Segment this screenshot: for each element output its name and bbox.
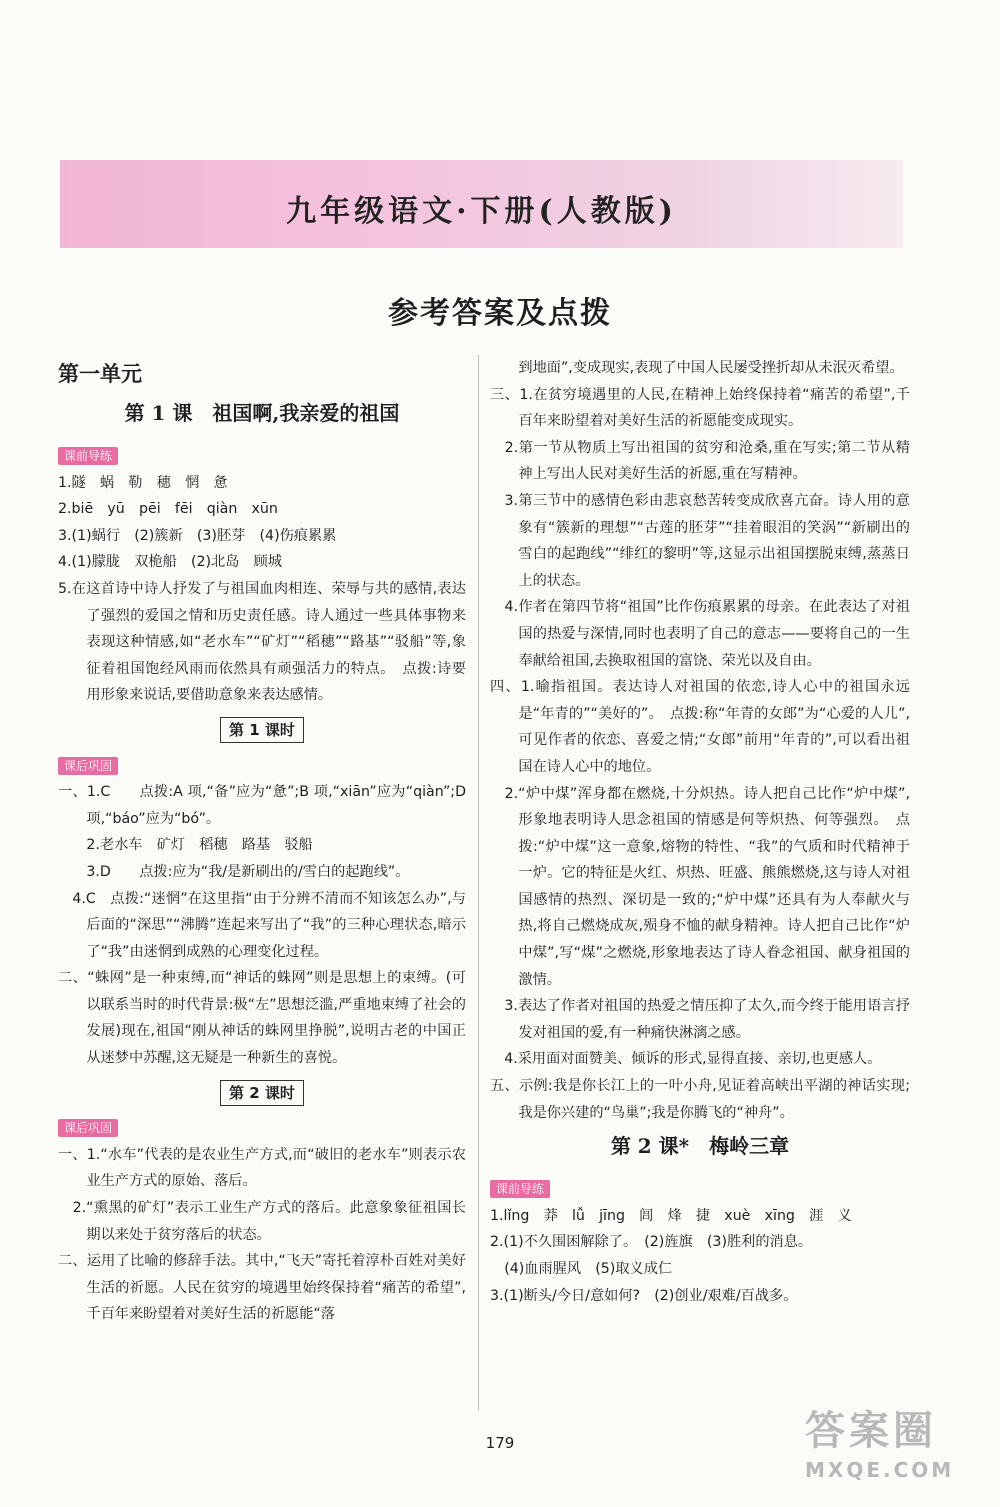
- answer-paragraph: 4.(1)朦胧 双桅船 (2)北岛 顾城: [58, 554, 282, 571]
- lesson-title: 第 2 课* 梅岭三章: [610, 1134, 790, 1159]
- answer-paragraph: 四、1.喻指祖国。表达诗人对祖国的依恋,诗人心中的祖国永远是“年青的”“美好的”。 点拨:称“年青的女郎”为“心爱的人儿”,可见作者的依恋、喜爱之情;“女郎”前用“年青的”,可以看出祖国在诗人心中的地位。: [490, 679, 910, 775]
- watermark-logo: [805, 1405, 990, 1500]
- answer-paragraph: (4)血雨腥风 (5)取义成仁: [504, 1261, 673, 1277]
- answer-paragraph: 3.表达了作者对祖国的热爱之情压抑了太久,而今终于能用语言抒发对祖国的爱,有一种痛快淋漓之感。: [490, 998, 910, 1041]
- left-column-body: [58, 395, 466, 1328]
- answer-paragraph: 三、1.在贫穷境遇里的人民,在精神上始终保持着“痛苦的希望”,千百年来盼望着对美好生活的祈愿能变成现实。: [490, 386, 910, 430]
- answer-paragraph: 到地面”,变成现实,表现了中国人民屡受挫折却从未泯灭希望。: [518, 360, 904, 376]
- answer-paragraph: 2.biē yū pēi fēi qiàn xūn: [58, 501, 278, 518]
- section-tag-row: [58, 441, 466, 470]
- answer-paragraph: 一、1.C 点拨:A 项,“备”应为“惫”;B 项,“xiān”应为“qiàn”;D 项,“báo”应为“bó”。: [58, 784, 466, 827]
- section-tag: 课后巩固: [58, 1119, 118, 1137]
- section-tag-row: [490, 1174, 910, 1203]
- answer-paragraph: 2.“炉中煤”浑身都在燃烧,十分炽热。诗人把自己比作“炉中煤”,形象地表明诗人思念祖国的情感是何等炽热、何等强烈。 点拨:“炉中煤”这一意象,熔物的特性、“我”的气质和时代精神于一炉。它的特征是火红、炽热、旺盛、熊熊燃烧,这与诗人对祖国感情的热烈、深切是一致的;“炉中煤”还具有为人奉献火与热,将自己燃烧成灰,殒身不恤的献身精神。诗人把自己比作“炉中煤”,写“煤”之燃烧,形象地表达了诗人眷念祖国、献身祖国的激情。: [490, 785, 910, 988]
- answer-paragraph: 3.(1)断头/今日/意如何? (2)创业/艰难/百战多。: [490, 1287, 798, 1304]
- answer-paragraph: 3.(1)蜗行 (2)簇新 (3)胚芽 (4)伤痕累累: [58, 527, 337, 544]
- header-banner: [60, 160, 903, 248]
- answer-paragraph: 5.在这首诗中诗人抒发了与祖国血肉相连、荣辱与共的感情,表达了强烈的爱国之情和历史责任感。诗人通过一些具体事物来表现这种情感,如“老水车”“矿灯”“稻穗”“路基”“驳船”等,象征着祖国饱经风雨而依然具有顽强活力的特点。 点拨:诗要用形象来说话,要借助意象来表达感情。: [58, 580, 466, 704]
- section-tag-row: [58, 1113, 466, 1142]
- answer-paragraph: 一、1.“水车”代表的是农业生产方式,而“破旧的老水车”则表示农业生产方式的原始、落后。: [58, 1146, 466, 1190]
- section-tag: 课后巩固: [58, 757, 118, 775]
- unit-title: 第一单元: [58, 361, 142, 386]
- answer-paragraph: 2.老水车 矿灯 稻穗 路基 驳船: [86, 837, 313, 854]
- page-number: 179: [485, 1434, 515, 1452]
- banner-title: 九年级语文·下册(人教版): [286, 194, 677, 229]
- watermark-bottom: MXQE.COM: [805, 1458, 955, 1482]
- section-tag-row: [58, 751, 466, 780]
- lesson-period-label: 第 1 课时: [220, 717, 304, 743]
- column-divider: [478, 355, 479, 1410]
- section-tag: 课前导练: [58, 447, 118, 465]
- lesson-period-row: [58, 717, 466, 745]
- lesson-title: 第 1 课 祖国啊,我亲爱的祖国: [124, 401, 400, 425]
- answer-paragraph: 二、“蛛网”是一种束缚,而“神话的蛛网”则是思想上的束缚。(可以联系当时的时代背景:极“左”思想泛滥,严重地束缚了社会的发展)现在,祖国“刚从神话的蛛网里挣脱”,说明古老的中国正从迷梦中苏醒,这无疑是一种新生的喜悦。: [58, 970, 466, 1067]
- answer-paragraph: 4.采用面对面赞美、倾诉的形式,显得直接、亲切,也更感人。: [490, 1051, 882, 1068]
- answer-paragraph: 1.隧 蜗 勒 穗 惘 惫: [58, 474, 228, 491]
- lesson-period-row: [58, 1080, 466, 1108]
- section-tag: 课前导练: [490, 1180, 550, 1198]
- watermark-top: 答案圈: [805, 1408, 937, 1454]
- right-column-body: [490, 355, 910, 1309]
- answer-paragraph: 2.(1)不久围困解除了。 (2)旌旗 (3)胜利的消息。: [490, 1234, 813, 1251]
- answer-paragraph: 1.lǐng 莽 lǚ jīng 闾 烽 捷 xuè xīng 涯 义: [490, 1207, 852, 1224]
- answer-paragraph: 二、运用了比喻的修辞手法。其中,“飞天”寄托着淳朴百姓对美好生活的祈愿。人民在贫穷的境遇里始终保持着“痛苦的希望”,千百年来盼望着对美好生活的祈愿能“落: [58, 1253, 466, 1323]
- answer-paragraph: 2.“熏黑的矿灯”表示工业生产方式的落后。此意象象征祖国长期以来处于贫穷落后的状态。: [58, 1200, 466, 1243]
- answer-paragraph: 五、示例:我是你长江上的一叶小舟,见证着高峡出平湖的神话实现;我是你兴建的“鸟巢”;我是你腾飞的“神舟”。: [490, 1078, 910, 1121]
- left-column: [58, 355, 466, 1328]
- answer-paragraph: 4.作者在第四节将“祖国”比作伤痕累累的母亲。在此表达了对祖国的热爱与深情,同时也表明了自己的意志——要将自己的一生奉献给祖国,去换取祖国的富饶、荣光以及自由。: [490, 599, 910, 669]
- lesson-period-label: 第 2 课时: [220, 1080, 304, 1106]
- answer-paragraph: 2.第一节从物质上写出祖国的贫穷和沧桑,重在写实;第二节从精神上写出人民对美好生活的祈愿,重在写精神。: [490, 439, 910, 483]
- answer-paragraph: 3.第三节中的感情色彩由悲哀愁苦转变成欣喜亢奋。诗人用的意象有“簇新的理想”“古莲的胚芽”“挂着眼泪的笑涡”“新刷出的雪白的起跑线”“绯红的黎明”等,这显示出祖国摆脱束缚,蒸蒸日上的状态。: [490, 492, 910, 589]
- page-title: 参考答案及点拨: [388, 296, 612, 331]
- answer-paragraph: 4.C 点拨:“迷惘”在这里指“由于分辨不清而不知该怎么办”,与后面的“深思”“沸腾”连起来写出了“我”的三种心理状态,暗示了“我”由迷惘到成熟的心理变化过程。: [58, 890, 466, 960]
- answer-paragraph: 3.D 点拨:应为“我/是新刷出的/雪白的起跑线”。: [86, 863, 410, 880]
- right-column: [490, 355, 910, 1309]
